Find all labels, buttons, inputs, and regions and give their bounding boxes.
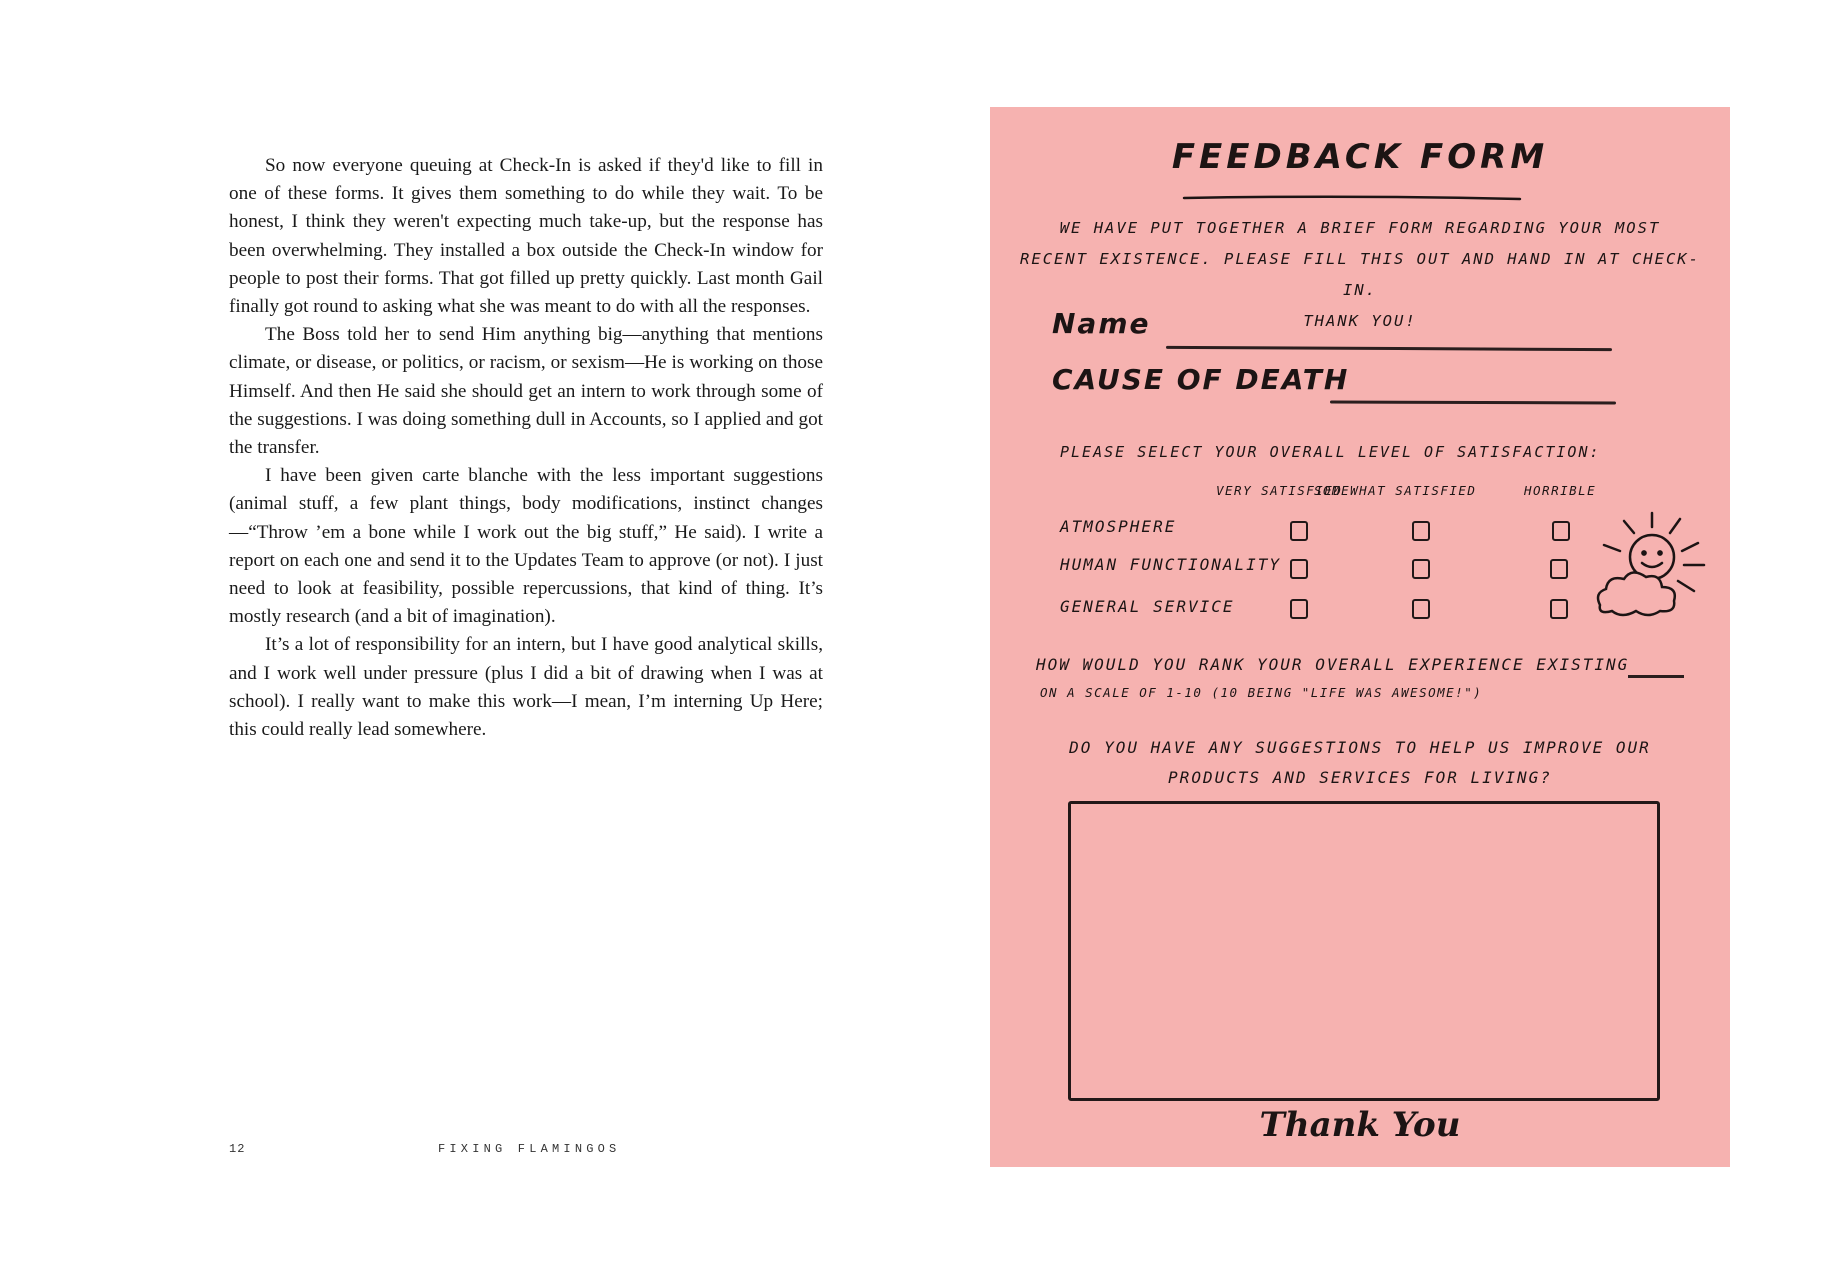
thank-you-signoff: Thank You <box>1259 1105 1461 1145</box>
checkbox-human-horrible <box>1550 559 1568 579</box>
rank-answer-line <box>1628 675 1684 678</box>
suggestions-box <box>1068 801 1660 1101</box>
checkbox-human-very <box>1290 559 1308 579</box>
cause-of-death-label: CAUSE OF DEATH <box>1052 363 1350 396</box>
suggestions-question <box>1010 733 1710 793</box>
paragraph-4: It’s a lot of responsibility for an intern, but I have good analytical skills, and I work well under pressure (plus I did a bit of drawing when I was at school). I really want to make this work—I mean, I’m interning Up Here; this could really lead somewhere. <box>229 634 823 741</box>
page-number: 12 <box>229 1142 246 1156</box>
row-atmosphere: ATMOSPHERE <box>1060 517 1177 536</box>
checkbox-general-horrible <box>1550 599 1568 619</box>
checkbox-human-somewhat <box>1412 559 1430 579</box>
name-label: Name <box>1052 307 1151 340</box>
checkbox-general-very <box>1290 599 1308 619</box>
cause-of-death-line <box>1330 401 1616 405</box>
name-line <box>1166 346 1612 351</box>
form-title: FEEDBACK FORM <box>1171 137 1549 177</box>
paragraph-1: So now everyone queuing at Check-In is asked if they'd like to fill in one of these forms. It gives them something to do while they wait. To be honest, I think they weren't expecting much take-up, but the response has been overwhelming. They installed a box outside the Check-In window for people to post their forms. That got filled up pretty quickly. Last month Gail finally got round to asking what she was meant to do with all the responses. <box>229 155 823 318</box>
checkbox-general-somewhat <box>1412 599 1430 619</box>
running-title: FIXING FLAMINGOS <box>438 1142 621 1156</box>
feedback-form-sheet <box>990 107 1730 1167</box>
suggestions-line-1: DO YOU HAVE ANY SUGGESTIONS TO HELP US IMPROVE OUR <box>1069 738 1651 757</box>
rank-scale: ON A SCALE OF 1-10 (10 BEING "LIFE WAS AWESOME!") <box>1040 685 1483 700</box>
row-human-functionality: HUMAN FUNCTIONALITY <box>1060 555 1282 574</box>
intro-line-2: RECENT EXISTENCE. PLEASE FILL THIS OUT AND HAND IN AT CHECK-IN. <box>1020 250 1700 299</box>
row-general-service: GENERAL SERVICE <box>1060 597 1235 616</box>
satisfaction-prompt: PLEASE SELECT YOUR OVERALL LEVEL OF SATISFACTION: <box>1060 443 1601 461</box>
column-somewhat-satisfied: SOMEWHAT SATISFIED <box>1314 483 1477 498</box>
column-very-satisfied: VERY SATISFIED <box>1216 483 1343 498</box>
checkbox-atmosphere-very <box>1290 521 1308 541</box>
checkbox-atmosphere-somewhat <box>1412 521 1430 541</box>
suggestions-line-2: PRODUCTS AND SERVICES FOR LIVING? <box>1168 768 1552 787</box>
body-text <box>229 152 823 744</box>
paragraph-3: I have been given carte blanche with the less important suggestions (animal stuff, a few plant things, body modifications, instinct changes—“Throw ’em a bone while I work out the big stuff,” He said). I write a report on each one and send it to the Updates Team to approve (or not). I just need to look at feasibility, possible repercussions, that kind of thing. It’s mostly research (and a bit of imagination). <box>229 465 823 628</box>
rank-question: HOW WOULD YOU RANK YOUR OVERALL EXPERIENCE EXISTING <box>1036 655 1630 674</box>
sun-cloud-drawing <box>1590 507 1710 627</box>
intro-line-3: THANK YOU! <box>1303 312 1417 330</box>
paragraph-2: The Boss told her to send Him anything big—anything that mentions climate, or disease, or politics, or racism, or sexism—He is working on those Himself. And then He said she should get an intern to work through some of the suggestions. I was doing something dull in Accounts, so I applied and got the transfer. <box>229 324 823 459</box>
checkbox-atmosphere-horrible <box>1552 521 1570 541</box>
title-underline <box>1182 195 1522 201</box>
intro-line-1: WE HAVE PUT TOGETHER A BRIEF FORM REGARDING YOUR MOST <box>1059 219 1661 237</box>
column-horrible: HORRIBLE <box>1524 483 1597 498</box>
